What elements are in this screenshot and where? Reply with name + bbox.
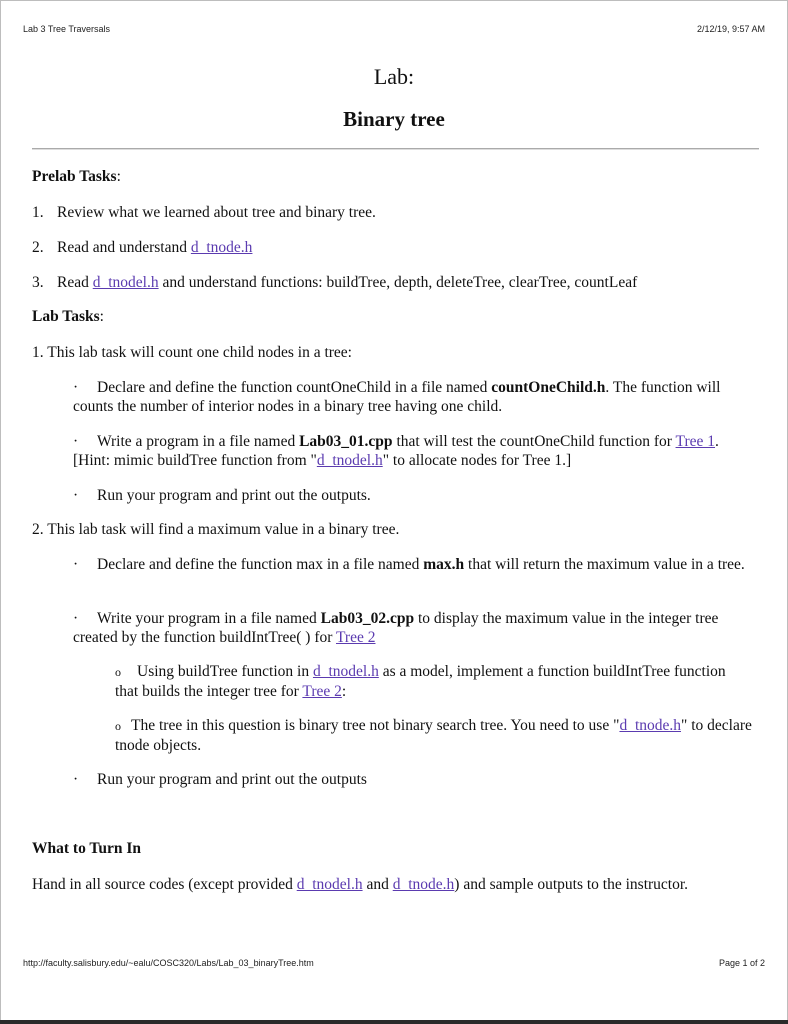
task1-bullet-2: · Write a program in a file named Lab03_01.cpp that will test the countOneChild function for Tree 1. [Hint: mimic buildTree function from "d_tnodel.h" to allocate nodes for Tree 1.]	[73, 433, 719, 469]
task2-bullet-2: · Write your program in a file named Lab03_02.cpp to display the maximum value in the integer tree created by the function buildIntTree( ) for Tree 2	[73, 610, 719, 646]
task2-bullet-1: · Declare and define the function max in a file named max.h that will return the maximum value in a tree.	[73, 556, 745, 573]
link-d-tnodel[interactable]: d_tnodel.h	[92, 274, 159, 291]
task2-intro: 2. This lab task will find a maximum value in a binary tree.	[32, 521, 400, 538]
task1-bullet-3: · Run your program and print out the outputs.	[73, 487, 371, 504]
header-title: Lab 3 Tree Traversals	[23, 24, 111, 34]
link-d-tnode-turnin[interactable]: d_tnode.h	[392, 876, 455, 893]
header-timestamp: 2/12/19, 9:57 AM	[696, 24, 765, 34]
link-tree-1[interactable]: Tree 1	[675, 433, 716, 450]
task1-intro: 1. This lab task will count one child nodes in a tree:	[32, 344, 352, 361]
page-title-lab: Lab:	[373, 64, 415, 89]
task2-sub-bullet-1: o Using buildTree function in d_tnodel.h as a model, implement a function buildIntTree function that builds the integer tree for Tree 2:	[115, 663, 726, 700]
task1-bullet-1: · Declare and define the function countOneChild in a file named countOneChild.h. The function will counts the number of interior nodes in a binary tree having one child.	[73, 379, 721, 415]
window-bottom-bar	[0, 1020, 788, 1024]
footer-url: http://faculty.salisbury.edu/~ealu/COSC320/Labs/Lab_03_binaryTree.htm	[23, 958, 314, 968]
horizontal-rule	[32, 148, 759, 150]
link-d-tnodel-model[interactable]: d_tnodel.h	[312, 663, 379, 680]
prelab-heading: Prelab Tasks:	[32, 168, 121, 185]
task2-sub-bullet-2: o The tree in this question is binary tree not binary search tree. You need to use "d_tnode.h" to declare tnode objects.	[115, 717, 752, 754]
link-d-tnodel-hint[interactable]: d_tnodel.h	[316, 452, 383, 469]
task2-bullet-3: · Run your program and print out the outputs	[73, 771, 367, 788]
turnin-heading: What to Turn In	[32, 840, 141, 857]
page-title-main: Binary tree	[343, 107, 445, 131]
prelab-item-1: 1. Review what we learned about tree and binary tree.	[32, 204, 376, 221]
link-tree-2-build[interactable]: Tree 2	[302, 683, 342, 700]
link-d-tnode-declare[interactable]: d_tnode.h	[619, 717, 681, 734]
link-tree-2[interactable]: Tree 2	[336, 629, 376, 646]
turnin-text: Hand in all source codes (except provided d_tnodel.h and d_tnode.h) and sample outputs to the instructor.	[32, 876, 689, 893]
prelab-item-2: 2. Read and understand d_tnode.h	[32, 239, 253, 256]
lab-tasks-heading: Lab Tasks:	[32, 308, 104, 325]
footer-page-number: Page 1 of 2	[718, 958, 765, 968]
prelab-item-3: 3. Read d_tnodel.h and understand functions: buildTree, depth, deleteTree, clearTree, countLeaf	[32, 274, 638, 291]
link-d-tnode[interactable]: d_tnode.h	[190, 239, 253, 256]
link-d-tnodel-turnin[interactable]: d_tnodel.h	[296, 876, 363, 893]
